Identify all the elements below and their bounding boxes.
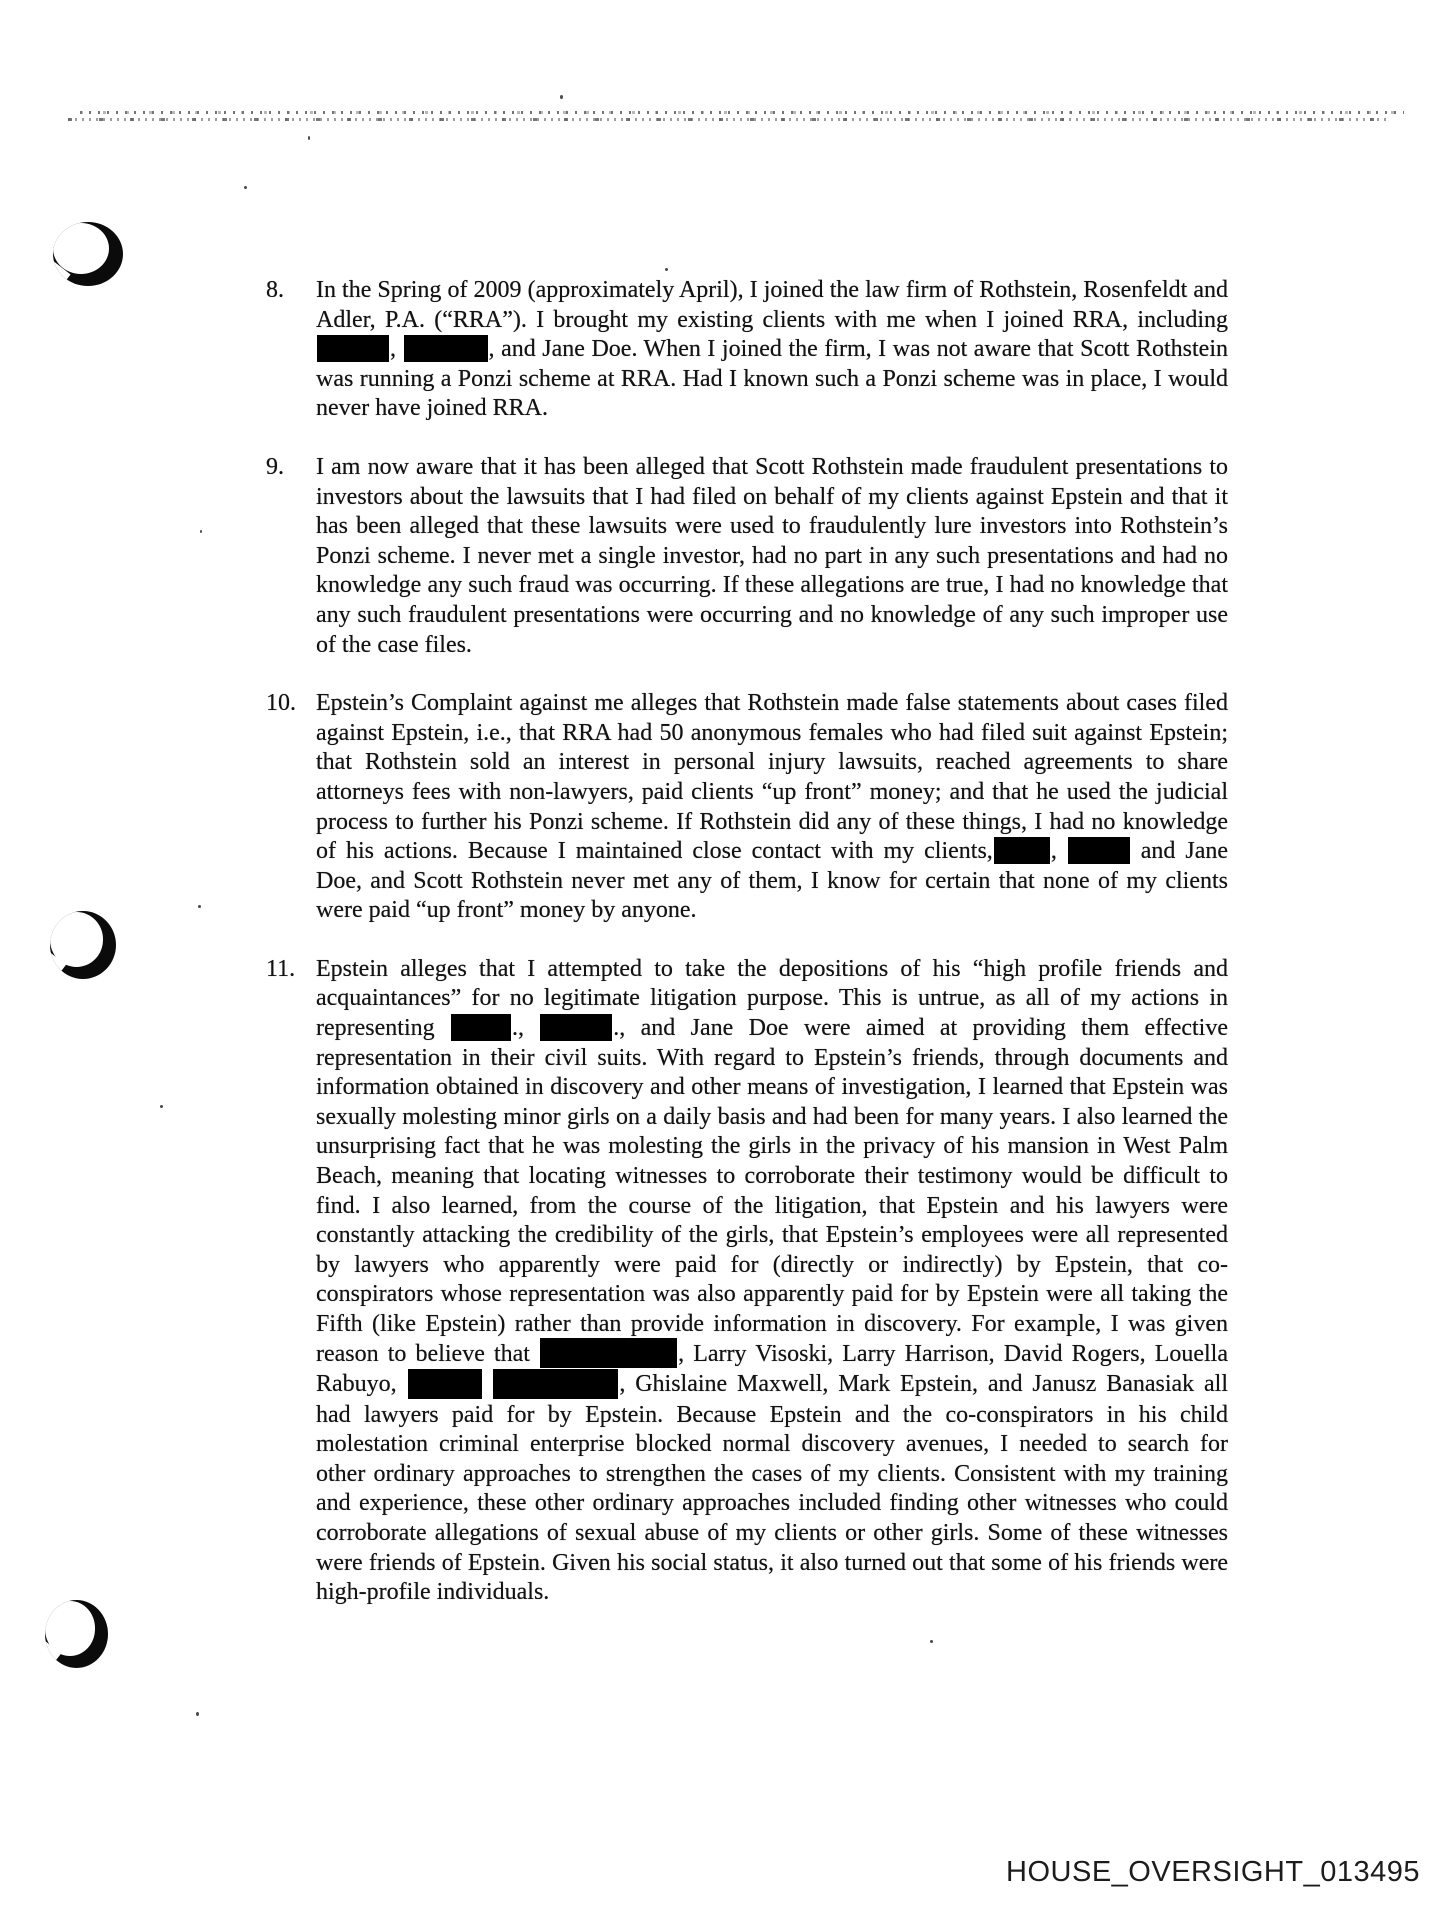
paragraph-text: Epstein’s Complaint against me alleges that Rothstein made false statements about cases filed against Epstein, i.e., that RRA had 50 anonymous females who had filed suit against Epstein; that Rothstein sold an interest in personal injury lawsuits, reached agreements to share attorneys fees with non-lawyers, paid clients “up front” money; and that he used the judicial process to further his Ponzi scheme. If Rothstein did any of these things, I had no knowledge of his actions. Because I maintained close contact with my clients, , and Jane Doe, and Scott Rothstein never met any of them, I know for certain that none of my clients were paid “up front” money by anyone.: [316, 690, 1229, 924]
scan-speckle: [200, 530, 202, 533]
scan-speckle: [160, 1105, 163, 1108]
scan-noise-band: [68, 108, 1408, 128]
redaction-box: [493, 1369, 618, 1399]
scan-speckle: [198, 905, 201, 908]
paragraph-list: [266, 276, 1228, 1608]
paragraph: [266, 689, 1228, 926]
paragraph: [266, 955, 1228, 1608]
hole-punch-icon: [53, 222, 123, 286]
redaction-box: [540, 1338, 677, 1368]
scan-speckle: [560, 95, 563, 99]
scan-speckle: [665, 268, 668, 271]
hole-punch-icon: [45, 1600, 108, 1668]
paragraph-text: Epstein alleges that I attempted to take the depositions of his “high profile friends and acquaintances” for no legitimate litigation purpose. This is untrue, as all of my actions in representing ., ., and Jane Doe were aimed at providing them effective representation in their civil suits. With regard to Epstein’s friends, through documents and information obtained in discovery and other means of investigation, I learned that Epstein was sexually molesting minor girls on a daily basis and had been for many years. I also learned the unsurprising fact that he was molesting the girls in the privacy of his mansion in West Palm Beach, meaning that locating witnesses to corroborate their testimony would be difficult to find. I also learned, from the course of the litigation, that Epstein and his lawyers were constantly attacking the credibility of the girls, that Epstein’s employees were all represented by lawyers who apparently were paid for (directly or indirectly) by Epstein, that co-conspirators whose representation was also apparently paid for by Epstein were all taking the Fifth (like Epstein) rather than provide information in discovery. For example, I was given reason to believe that , Larry Visoski, Larry Harrison, David Rogers, Louella Rabuyo, , Ghislaine Maxwell, Mark Epstein, and Janusz Banasiak all had lawyers paid for by Epstein. Because Epstein and the co-conspirators in his child molestation criminal enterprise blocked normal discovery avenues, I needed to search for other ordinary approaches to strengthen the cases of my clients. Consistent with my training and experience, these other ordinary approaches included finding other witnesses who could corroborate allegations of sexual abuse of my clients or other girls. Some of these witnesses were friends of Epstein. Given his social status, it also turned out that some of his friends were high-profile individuals.: [316, 955, 1229, 1606]
scan-speckle: [308, 136, 310, 140]
paragraph-number: 8.: [266, 277, 284, 303]
redaction-box: [451, 1014, 511, 1041]
scan-speckle: [244, 186, 247, 189]
scan-speckle: [196, 1712, 199, 1716]
redaction-box: [1068, 837, 1130, 864]
paragraph-text: In the Spring of 2009 (approximately April), I joined the law firm of Rothstein, Rosenfeldt and Adler, P.A. (“RRA”). I brought my existing clients with me when I joined RRA, including , , and Jane Doe. When I joined the firm, I was not aware that Scott Rothstein was running a Ponzi scheme at RRA. Had I known such a Ponzi scheme was in place, I would never have joined RRA.: [316, 277, 1228, 422]
paragraph-number: 9.: [266, 453, 284, 480]
scan-speckle: [930, 1640, 933, 1643]
redaction-box: [994, 837, 1050, 864]
bates-number: HOUSE_OVERSIGHT_013495: [1006, 1856, 1420, 1888]
hole-punch-icon: [50, 911, 116, 979]
document-body: [266, 276, 1228, 1637]
paragraph-number: 11.: [266, 955, 296, 982]
redaction-box: [317, 335, 389, 362]
paragraph: [266, 276, 1228, 424]
redaction-box: [408, 1369, 482, 1399]
redaction-box: [404, 335, 488, 362]
paragraph-text: I am now aware that it has been alleged that Scott Rothstein made fraudulent presentations to investors about the lawsuits that I had filed on behalf of my clients against Epstein and that it has been alleged that these lawsuits were used to fraudulently lure investors into Rothstein’s Ponzi scheme. I never met a single investor, had no part in any such presentations and had no knowledge any such fraud was occurring. If these allegations are true, I had no knowledge that any such fraudulent presentations were occurring and no knowledge of any such improper use of the case files.: [316, 453, 1228, 658]
paragraph-number: 10.: [266, 690, 296, 717]
paragraph: [266, 453, 1228, 660]
redaction-box: [540, 1014, 612, 1041]
